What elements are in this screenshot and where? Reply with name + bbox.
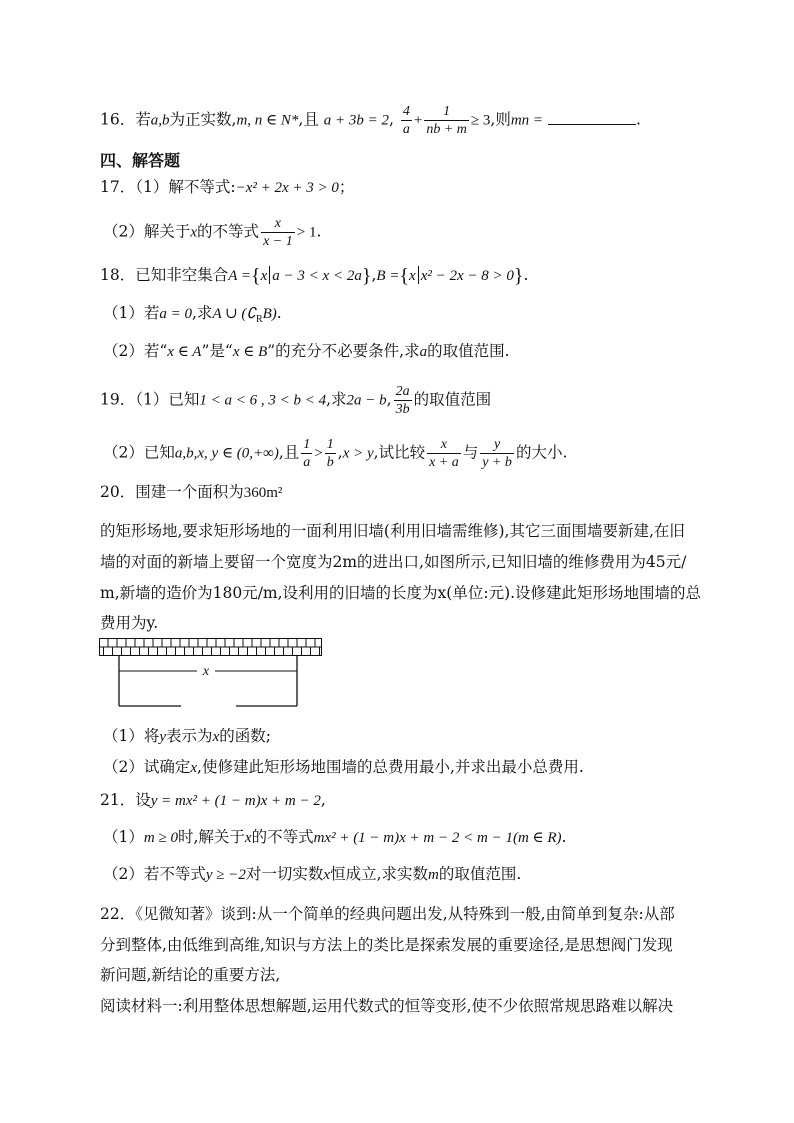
text: （2）试确定 (103, 758, 191, 776)
math: −x² + 2x + 3 > 0 (235, 180, 339, 196)
text: 若 (135, 110, 151, 129)
text: （1）将 (103, 727, 160, 745)
fraction-1-over-a (301, 436, 312, 471)
text: 围建一个面积为 (135, 483, 244, 501)
math: x ∈ A (167, 344, 202, 360)
text: , (386, 390, 392, 409)
question-number: 17． (100, 178, 136, 196)
math: y = mx² + (1 − m)x + m − 2 (150, 793, 321, 809)
math: 2a − b (346, 392, 387, 409)
question-18-part-2 (103, 340, 510, 363)
question-22-line-4: 阅读材料一:利用整体思想解题,运用代数式的恒等变形,使不少依照常规思路难以解决 (100, 997, 674, 1015)
text: . (636, 110, 641, 129)
numerator: 1 (303, 437, 311, 452)
text: ,且 (298, 110, 319, 129)
text: , (337, 443, 343, 462)
brace: { (251, 265, 261, 287)
answer-blank[interactable] (548, 110, 636, 125)
question-17-part-1 (100, 176, 354, 199)
text: ”的充分不必要条件,求 (267, 342, 420, 360)
denominator: b (326, 455, 334, 470)
brace: } (513, 265, 524, 287)
math: x ∈ B (232, 344, 268, 360)
math: x (190, 760, 198, 776)
text: 的取值范围. (427, 342, 510, 360)
math: a,b,x, y ∈ (0,+∞) (174, 445, 279, 462)
text: , (371, 266, 377, 284)
text: ,求 (192, 304, 213, 322)
question-21-part-1 (103, 826, 566, 849)
set-bar (269, 266, 270, 284)
question-22-line-1: 22．《见微知著》谈到:从一个简单的经典问题出发,从特殊到一般,由简单到复杂:从部 (100, 905, 675, 923)
text: 的取值范围 (413, 390, 492, 409)
text: . (523, 266, 529, 284)
text: （2）已知 (103, 443, 175, 462)
math: m, n ∈ N* (236, 112, 299, 129)
numerator: 1 (424, 103, 469, 121)
math: x² − 2x − 8 > 0 (420, 268, 514, 284)
section-heading: 四、解答题 (100, 151, 181, 170)
text: 为正实数, (169, 110, 237, 129)
question-21-part-2 (103, 863, 521, 886)
text: ,求 (326, 390, 347, 409)
text: , (389, 110, 394, 129)
text: （1）已知 (135, 390, 200, 409)
set-bar (418, 266, 419, 284)
numerator: 4 (402, 104, 410, 119)
text: （1）解不等式: (135, 178, 236, 196)
math: x (323, 867, 331, 883)
question-number: 19． (100, 390, 136, 409)
fraction-x-over-x-a (427, 436, 461, 471)
math: x (190, 224, 198, 241)
math: > 1 (296, 224, 317, 241)
text: 与 (462, 443, 479, 462)
numerator: x (261, 215, 295, 233)
brace: { (399, 265, 410, 287)
denominator: 3b (395, 402, 410, 417)
math: a + 3b = 2 (323, 112, 390, 129)
math: x (212, 729, 220, 745)
question-20-line-2: 的矩形场地,要求矩形场地的一面利用旧墙(利用旧墙需维修),其它三面围墙要新建,在旧 (100, 522, 685, 540)
question-21-stem (100, 789, 326, 812)
math: a,b (150, 112, 170, 129)
math: x (244, 830, 252, 846)
question-16 (100, 103, 641, 138)
text: 已知非空集合 (135, 266, 229, 284)
text: . (561, 828, 567, 846)
math: ≥ 3 (470, 112, 491, 129)
question-19-part-2 (103, 436, 567, 471)
math: m (428, 867, 439, 883)
text: 设 (135, 791, 151, 809)
question-19-part-1 (100, 383, 491, 418)
math: x (409, 268, 416, 284)
question-22-line-3: 新问题,新结论的重要方法, (100, 966, 281, 984)
text: （2）若“ (103, 342, 168, 360)
denominator: a (303, 455, 311, 470)
math: A = (228, 268, 252, 284)
question-20-part-1 (103, 725, 271, 748)
text: ,试比较 (373, 443, 426, 462)
question-22-line-2: 分到整体,由低维到高维,知识与方法上的类比是探索发展的重要途径,是思想阀门发现 (100, 936, 673, 954)
math: a (419, 344, 428, 360)
text: （1） (103, 828, 144, 846)
question-number: 20． (100, 483, 136, 501)
numerator: 1 (326, 437, 334, 452)
numerator: 2a (395, 384, 410, 399)
fraction-y-over-y-b (480, 436, 514, 471)
math: > (314, 445, 323, 462)
text: . (276, 304, 282, 322)
denominator: nb + m (426, 122, 467, 137)
wall-field-figure (99, 638, 323, 714)
fraction-4-over-a (401, 103, 412, 138)
denominator: x − 1 (263, 234, 293, 249)
text: 恒成立,求实数 (330, 865, 429, 883)
text: （1）若 (103, 304, 160, 322)
question-20-line-5: 费用为y. (100, 614, 159, 632)
math: y ≥ −2 (205, 867, 246, 883)
dimension-label: x (202, 664, 210, 679)
text: ,且 (278, 443, 300, 462)
denominator: y + b (482, 455, 512, 470)
question-number: 18． (100, 266, 136, 284)
text: 表示为 (166, 727, 213, 745)
question-17-part-2 (103, 215, 321, 250)
text: . (316, 222, 322, 241)
denominator: a (402, 122, 410, 137)
text: 的函数; (219, 727, 271, 745)
math: 360m² (243, 485, 283, 501)
math: y (159, 729, 167, 745)
numerator: x (427, 436, 461, 454)
brace: } (361, 265, 372, 287)
subscript: R (255, 314, 263, 326)
math: x (260, 268, 268, 284)
math: mn = (510, 112, 544, 129)
text: ,使修建此矩形场地围墙的总费用最小,并求出最小总费用. (197, 758, 584, 776)
question-18-part-1 (103, 302, 282, 331)
brick-wall (99, 639, 322, 656)
numerator: y (480, 436, 514, 454)
text: 的大小. (515, 443, 568, 462)
fraction-x-over-x-1 (261, 215, 295, 250)
question-20-part-2 (103, 756, 584, 779)
fraction-2a-over-3b (394, 383, 412, 418)
math: a = 0 (159, 306, 192, 322)
math: A ∪ (∁ (212, 306, 256, 322)
math: mx² + (1 − m)x + m − 2 < m − 1(m ∈ R) (313, 830, 562, 846)
text: 对一切实数 (245, 865, 324, 883)
text: 的不等式 (251, 828, 314, 846)
text: ”是“ (201, 342, 233, 360)
question-number: 21． (100, 791, 136, 809)
text: （2）解关于 (103, 222, 191, 241)
math: 1 < a < 6 , 3 < b < 4 (199, 392, 327, 409)
question-20-line-4: m,新墙的造价为180元/m,设利用的旧墙的长度为x(单位:元).设修建此矩形场地围墙的总 (100, 584, 702, 602)
question-20-line-1 (100, 481, 282, 504)
question-18-stem (100, 264, 528, 287)
text: （2）若不等式 (103, 865, 206, 883)
math: + (413, 112, 423, 129)
text: ； (338, 178, 355, 196)
text: ,则 (490, 110, 511, 129)
text: , (320, 791, 326, 809)
question-number: 16． (100, 110, 136, 129)
math: B) (262, 306, 277, 322)
text: 的取值范围. (438, 865, 522, 883)
math: a − 3 < x < 2a (272, 268, 362, 284)
denominator: x + a (429, 455, 459, 470)
text: 时,解关于 (177, 828, 245, 846)
text: 的不等式 (197, 222, 260, 241)
math: m ≥ 0 (143, 830, 178, 846)
fraction-1-over-nb-m (424, 103, 469, 138)
question-20-line-3: 墙的对面的新墙上要留一个宽度为2m的进出口,如图所示,已知旧墙的维修费用为45元/ (100, 553, 687, 571)
fraction-1-over-b (325, 436, 336, 471)
math: B = (376, 268, 400, 284)
math: x > y (342, 445, 374, 462)
